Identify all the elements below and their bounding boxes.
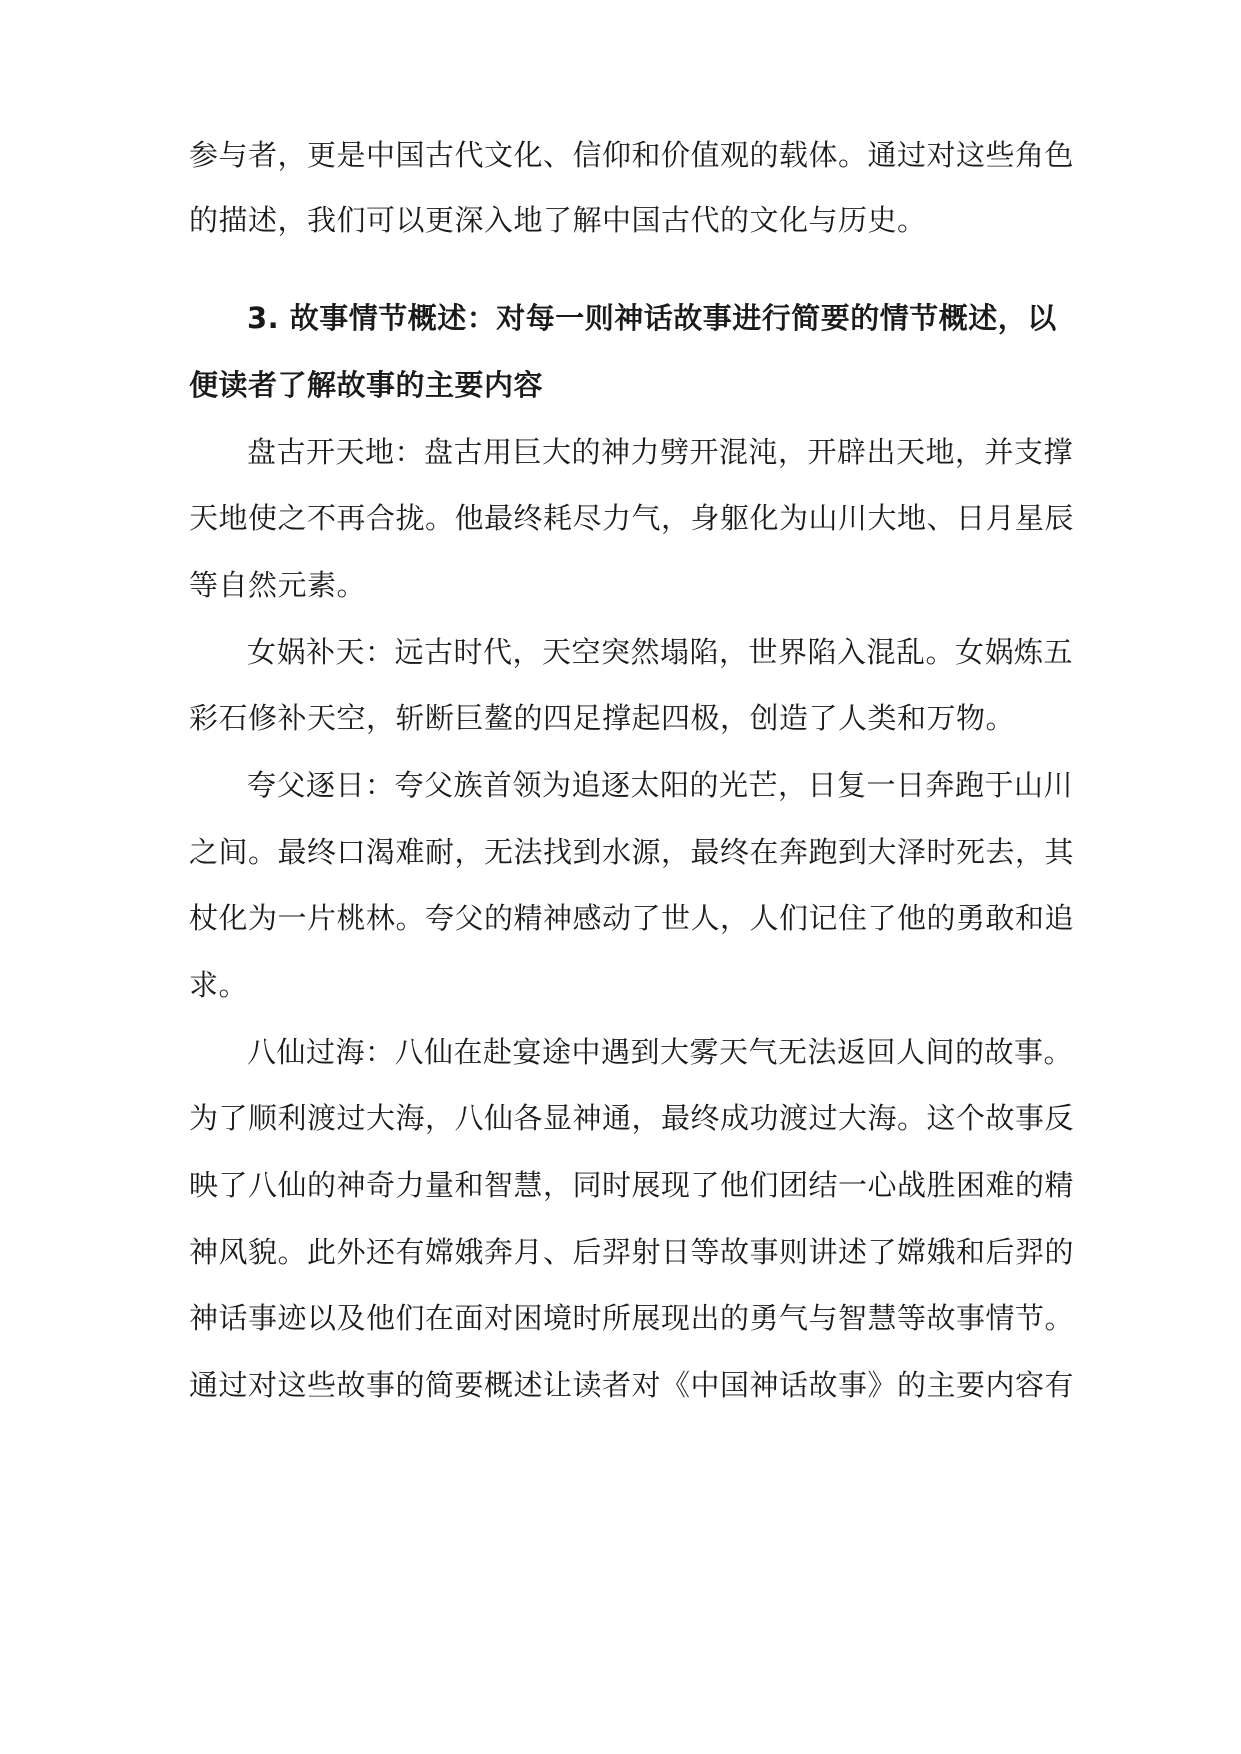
- body-text-line: 为了顺利渡过大海，八仙各显神通，最终成功渡过大海。这个故事反: [189, 1101, 1075, 1135]
- body-text-line: 盘古开天地：盘古用巨大的神力劈开混沌，开辟出天地，并支撑: [247, 435, 1074, 469]
- body-text-line: 女娲补天：远古时代，天空突然塌陷，世界陷入混乱。女娲炼五: [247, 635, 1074, 669]
- body-text-line: 杖化为一片桃林。夸父的精神感动了世人，人们记住了他的勇敢和追: [189, 901, 1075, 935]
- body-text-line: 参与者，更是中国古代文化、信仰和价值观的载体。通过对这些角色: [189, 138, 1075, 172]
- body-text-line: 夸父逐日：夸父族首领为追逐太阳的光芒，日复一日奔跑于山川: [247, 768, 1074, 802]
- section-heading-line: 便读者了解故事的主要内容: [189, 368, 544, 402]
- body-text-line: 求。: [189, 968, 249, 1002]
- section-heading-line: 3. 故事情节概述：对每一则神话故事进行简要的情节概述，以: [247, 301, 1057, 335]
- body-text-line: 之间。最终口渴难耐，无法找到水源，最终在奔跑到大泽时死去，其: [189, 835, 1075, 869]
- body-text-line: 通过对这些故事的简要概述让读者对《中国神话故事》的主要内容有: [189, 1368, 1075, 1402]
- body-text-line: 等自然元素。: [189, 568, 367, 602]
- body-text-line: 彩石修补天空，斩断巨鳌的四足撑起四极，创造了人类和万物。: [189, 701, 1016, 735]
- body-text-line: 天地使之不再合拢。他最终耗尽力气，身躯化为山川大地、日月星辰: [189, 501, 1075, 535]
- body-text-line: 映了八仙的神奇力量和智慧，同时展现了他们团结一心战胜困难的精: [189, 1168, 1075, 1202]
- body-text-line: 八仙过海：八仙在赴宴途中遇到大雾天气无法返回人间的故事。: [247, 1035, 1074, 1069]
- body-text-line: 的描述，我们可以更深入地了解中国古代的文化与历史。: [189, 203, 927, 237]
- body-text-line: 神风貌。此外还有嫦娥奔月、后羿射日等故事则讲述了嫦娥和后羿的: [189, 1235, 1075, 1269]
- body-text-line: 神话事迹以及他们在面对困境时所展现出的勇气与智慧等故事情节。: [189, 1301, 1075, 1335]
